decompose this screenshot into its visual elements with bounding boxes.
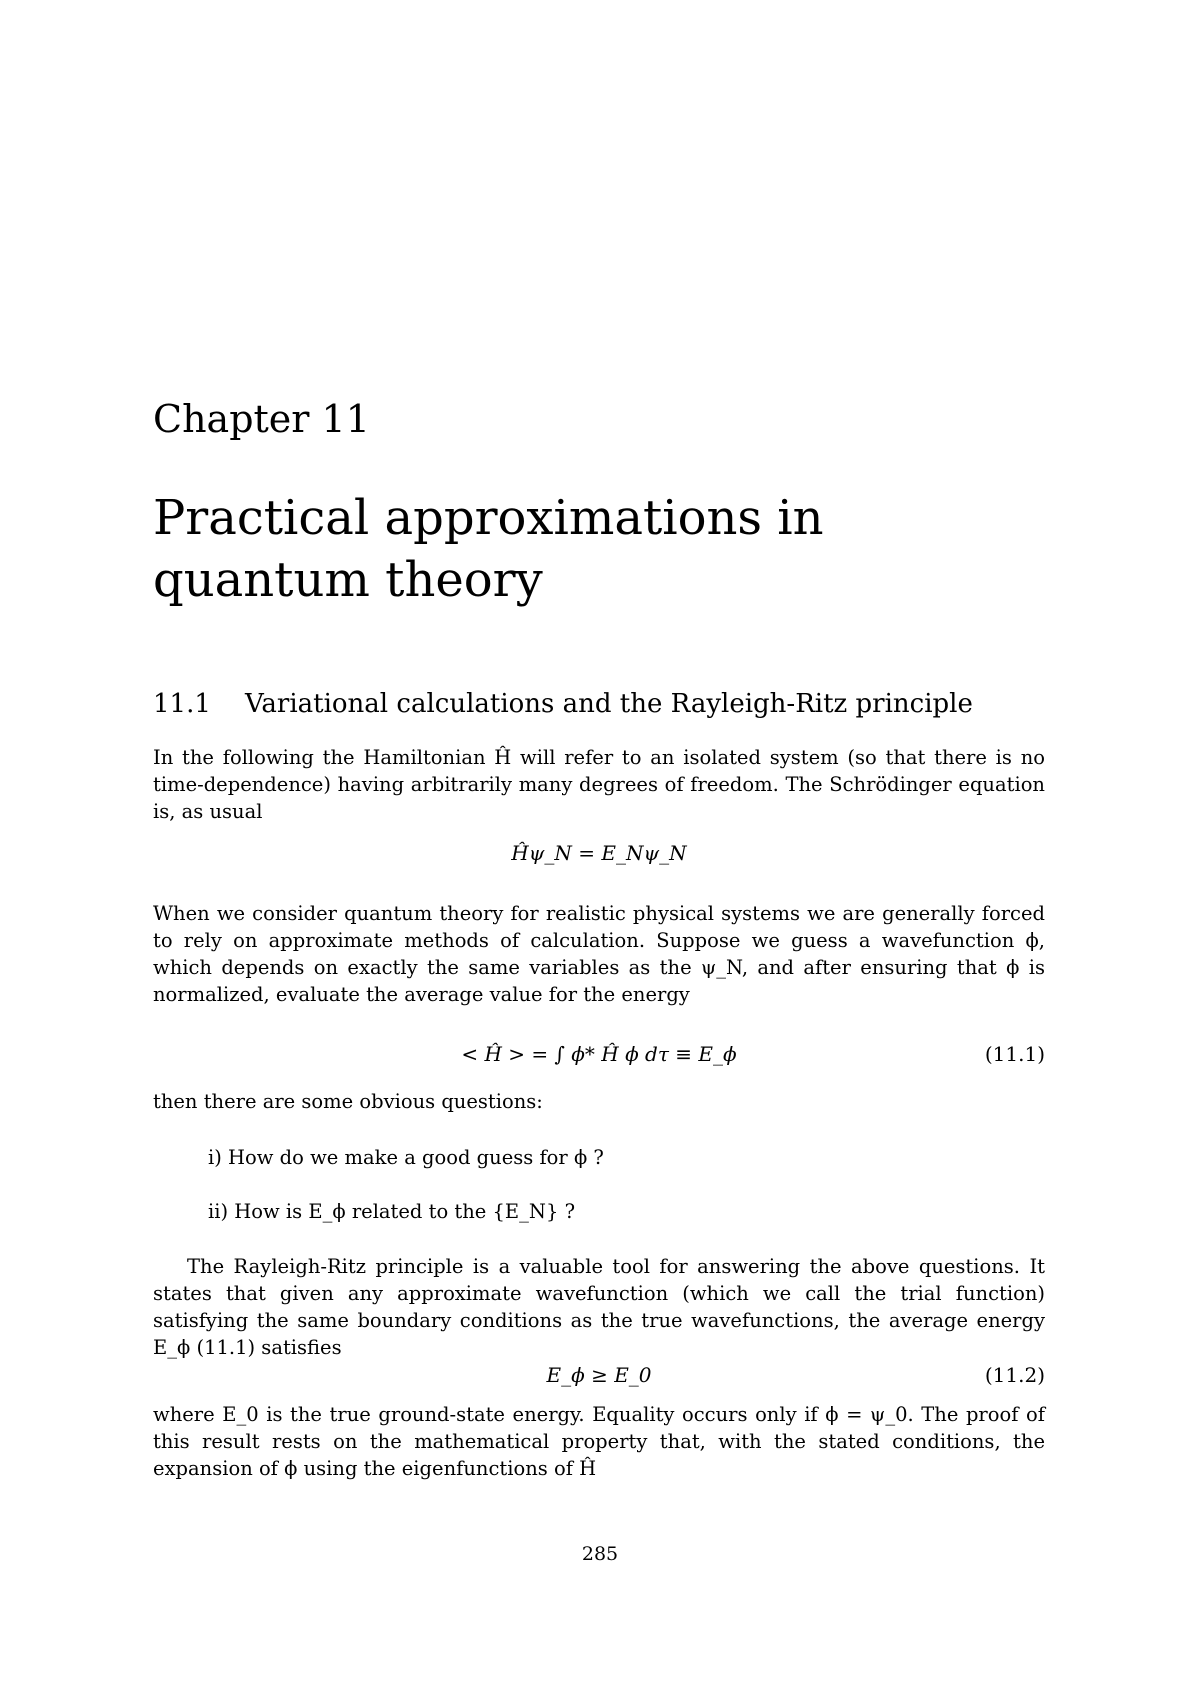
paragraph-approximation xyxy=(153,900,1045,1008)
section-number: 11.1 xyxy=(153,689,211,719)
chapter-title xyxy=(153,487,1053,611)
paragraph-intro xyxy=(153,744,1045,825)
question-item-1: i) How do we make a good guess for ϕ ? xyxy=(208,1146,604,1169)
paragraph-text: The Rayleigh-Ritz principle is a valuable tool for answering the above questions. It states that given any approximate wavefunction (which we call the trial function) satisfying the same boundary conditions as the true wavefunctions, the average energy E_ϕ (11.1) satisfies xyxy=(153,1255,1045,1359)
paragraph-rayleigh-ritz xyxy=(153,1253,1045,1361)
paragraph-text: then there are some obvious questions: xyxy=(153,1090,543,1113)
paragraph-text: When we consider quantum theory for realistic physical systems we are generally forced to rely on approximate methods of calculation. Suppose we guess a wavefunction ϕ, which depends on exactly the same variables as the ψ_N, and after ensuring that ϕ is normalized, evaluate the average value for the energy xyxy=(153,902,1045,1006)
section-title: Variational calculations and the Rayleigh-Ritz principle xyxy=(245,689,973,719)
paragraph-ground-state xyxy=(153,1401,1045,1482)
question-item-2: ii) How is E_ϕ related to the {E_N} ? xyxy=(208,1200,576,1223)
paragraph-text: In the following the Hamiltonian Ĥ will refer to an isolated system (so that there is no time-dependence) having arbitrarily many degrees of freedom. The Schrödinger equation is, as usual xyxy=(153,746,1045,823)
equation-expression: < Ĥ > = ∫ ϕ* Ĥ ϕ dτ ≡ E_ϕ xyxy=(461,1042,737,1066)
page-number: 285 xyxy=(581,1543,619,1565)
chapter-label: Chapter 11 xyxy=(153,397,370,441)
chapter-title-line-2: quantum theory xyxy=(153,552,543,608)
equation-expression: E_ϕ ≥ E_0 xyxy=(546,1363,652,1387)
section-heading xyxy=(153,687,1053,721)
equation-schrodinger xyxy=(153,838,1045,868)
equation-11-2 xyxy=(153,1360,1045,1390)
equation-number: (11.1) xyxy=(984,1042,1045,1066)
chapter-title-line-1: Practical approximations in xyxy=(153,490,824,546)
equation-number: (11.2) xyxy=(984,1363,1045,1387)
paragraph-text: where E_0 is the true ground-state energy. Equality occurs only if ϕ = ψ_0. The proof of this result rests on the mathematical property that, with the stated conditions, the expansion of ϕ using the eigenfunctions of Ĥ xyxy=(153,1403,1045,1480)
equation-expression: Ĥψ_N = E_Nψ_N xyxy=(511,841,687,865)
equation-11-1 xyxy=(153,1039,1045,1069)
paragraph-questions-intro xyxy=(153,1088,1045,1115)
